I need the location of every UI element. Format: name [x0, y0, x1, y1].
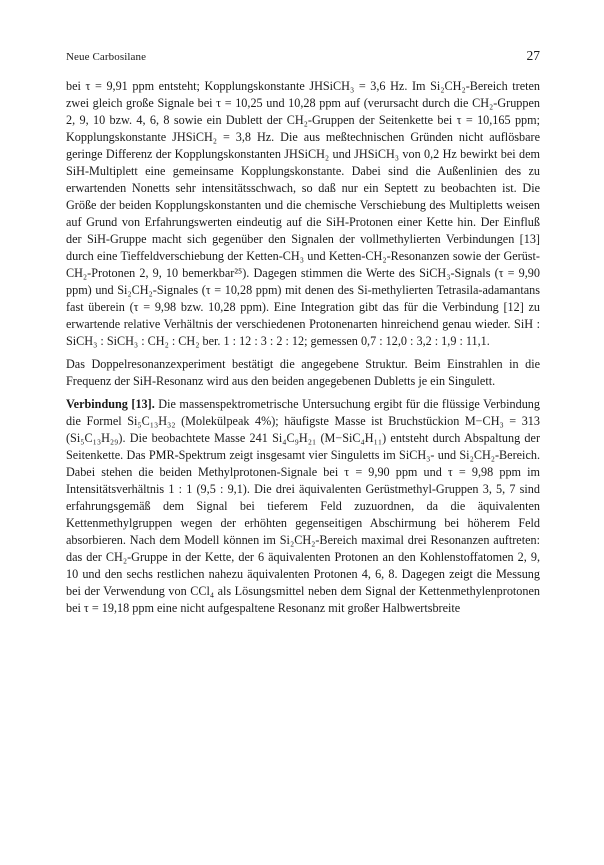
paragraph-text: Die massenspektrometrische Untersuchung ergibt für die flüssige Verbindung die Formel Si₅C₁₃H₃₂ (Molekülpeak 4%); häufigste Masse ist Bruchstückion M−CH₃ = 313 (Si₅C₁₃H₂₉). Die beobachtete Masse 241 Si₄C₉H₂₁ (M−SiC₄H₁₁) entsteht durch Abspaltung der Seitenkette. Das PMR-Spektrum zeigt insgesamt vier Singuletts im SiCH₃- und Si₂CH₂-Bereich. Dabei stehen die beiden Methylprotonen-Signale bei τ = 9,90 ppm und τ = 9,98 ppm im Intensitätsverhältnis 1 : 1 (9,5 : 9,1). Die drei äquivalenten Gerüstmethyl-Gruppen 3, 5, 7 sind erfahrungsgemäß dem Signal bei tieferem Feld zuzuordnen, da die äquivalenten Kettenmethylgruppen wegen der erhöhten gegenseitigen Abschirmung bei höherem Feld absorbieren. Nach dem Modell können im Si₂CH₂-Bereich maximal drei Resonanzen auftreten: das der CH₂-Gruppe in der Kette, der 6 äquivalenten Protonen an den Kohlenstoffatomen 2, 9, 10 und den sechs restlichen nahezu äquivalenten Protonen 4, 6, 8. Dagegen zeigt die Messung bei der Verwendung von CCl₄ als Lösungsmittel neben dem Signal der Kettenmethylenprotonen bei τ = 19,18 ppm eine nicht aufgespaltene Resonanz mit großer Halbwertsbreite — [66, 397, 540, 615]
paragraph-text: Das Doppelresonanzexperiment bestätigt die angegebene Struktur. Beim Einstrahlen in die Frequenz der SiH-Resonanz wird aus den beiden angegebenen Dubletts je ein Singulett. — [66, 357, 540, 388]
paragraph-nmr-discussion — [66, 78, 540, 350]
paragraph-text: bei τ = 9,91 ppm entsteht; Kopplungskonstante JHSiCH₃ = 3,6 Hz. Im Si₂CH₂-Bereich treten zwei gleich große Signale bei τ = 10,25 und 10,28 ppm auf (verursacht durch die CH₂-Gruppen 2, 9, 10 bzw. 4, 6, 8 sowie ein Dublett der CH₂-Gruppen der Seitenkette bei τ = 10,165 ppm; Kopplungskonstante JHSiCH₂ = 3,8 Hz. Die aus meßtechnischen Gründen nicht auflösbare geringe Differenz der Kopplungskonstanten JHSiCH₂ und JHSiCH₃ von 0,2 Hz bewirkt bei dem SiH-Multiplett eine gemeinsame Kopplungskonstante. Dabei sind die Außenlinien des zu erwartenden Nonetts sehr intensitätsschwach, so daß nur ein Septett zu beobachten ist. Die Größe der beiden Kopplungskonstanten und die chemische Verschiebung des Multipletts weisen auf Grund von Erfahrungswerten eindeutig auf die SiH-Protonen einer Kette hin. Der Einfluß der SiH-Gruppe macht sich gegenüber den Signalen der vollmethylierten Verbindungen [13] durch eine Tieffeldverschiebung der Ketten-CH₃ und Ketten-CH₂-Resonanzen sowie der Gerüst-CH₂-Protonen 2, 9, 10 bemerkbar²⁵). Dagegen stimmen die Werte des SiCH₃-Signals (τ = 9,90 ppm) und Si₂CH₂-Signales (τ = 10,28 ppm) mit denen des Si-methylierten Tetrasila-adamantans fast überein (τ = 9,98 bzw. 10,28 ppm). Eine Integration gibt das für die Verbindung [12] zu erwartende relative Verhältnis der verschiedenen Protonenarten hinreichend genau wieder. SiH : SiCH₃ : SiCH₃ : CH₂ : CH₂ ber. 1 : 12 : 3 : 2 : 12; gemessen 0,7 : 12,0 : 3,2 : 1,9 : 11,1. — [66, 79, 540, 348]
page — [66, 48, 540, 617]
paragraph-double-resonance — [66, 356, 540, 390]
page-number: 27 — [526, 48, 540, 63]
running-title: Neue Carbosilane — [66, 51, 147, 63]
compound-heading: Verbindung [13]. — [66, 397, 155, 411]
paragraph-compound-13 — [66, 396, 540, 617]
page-header — [66, 48, 540, 68]
